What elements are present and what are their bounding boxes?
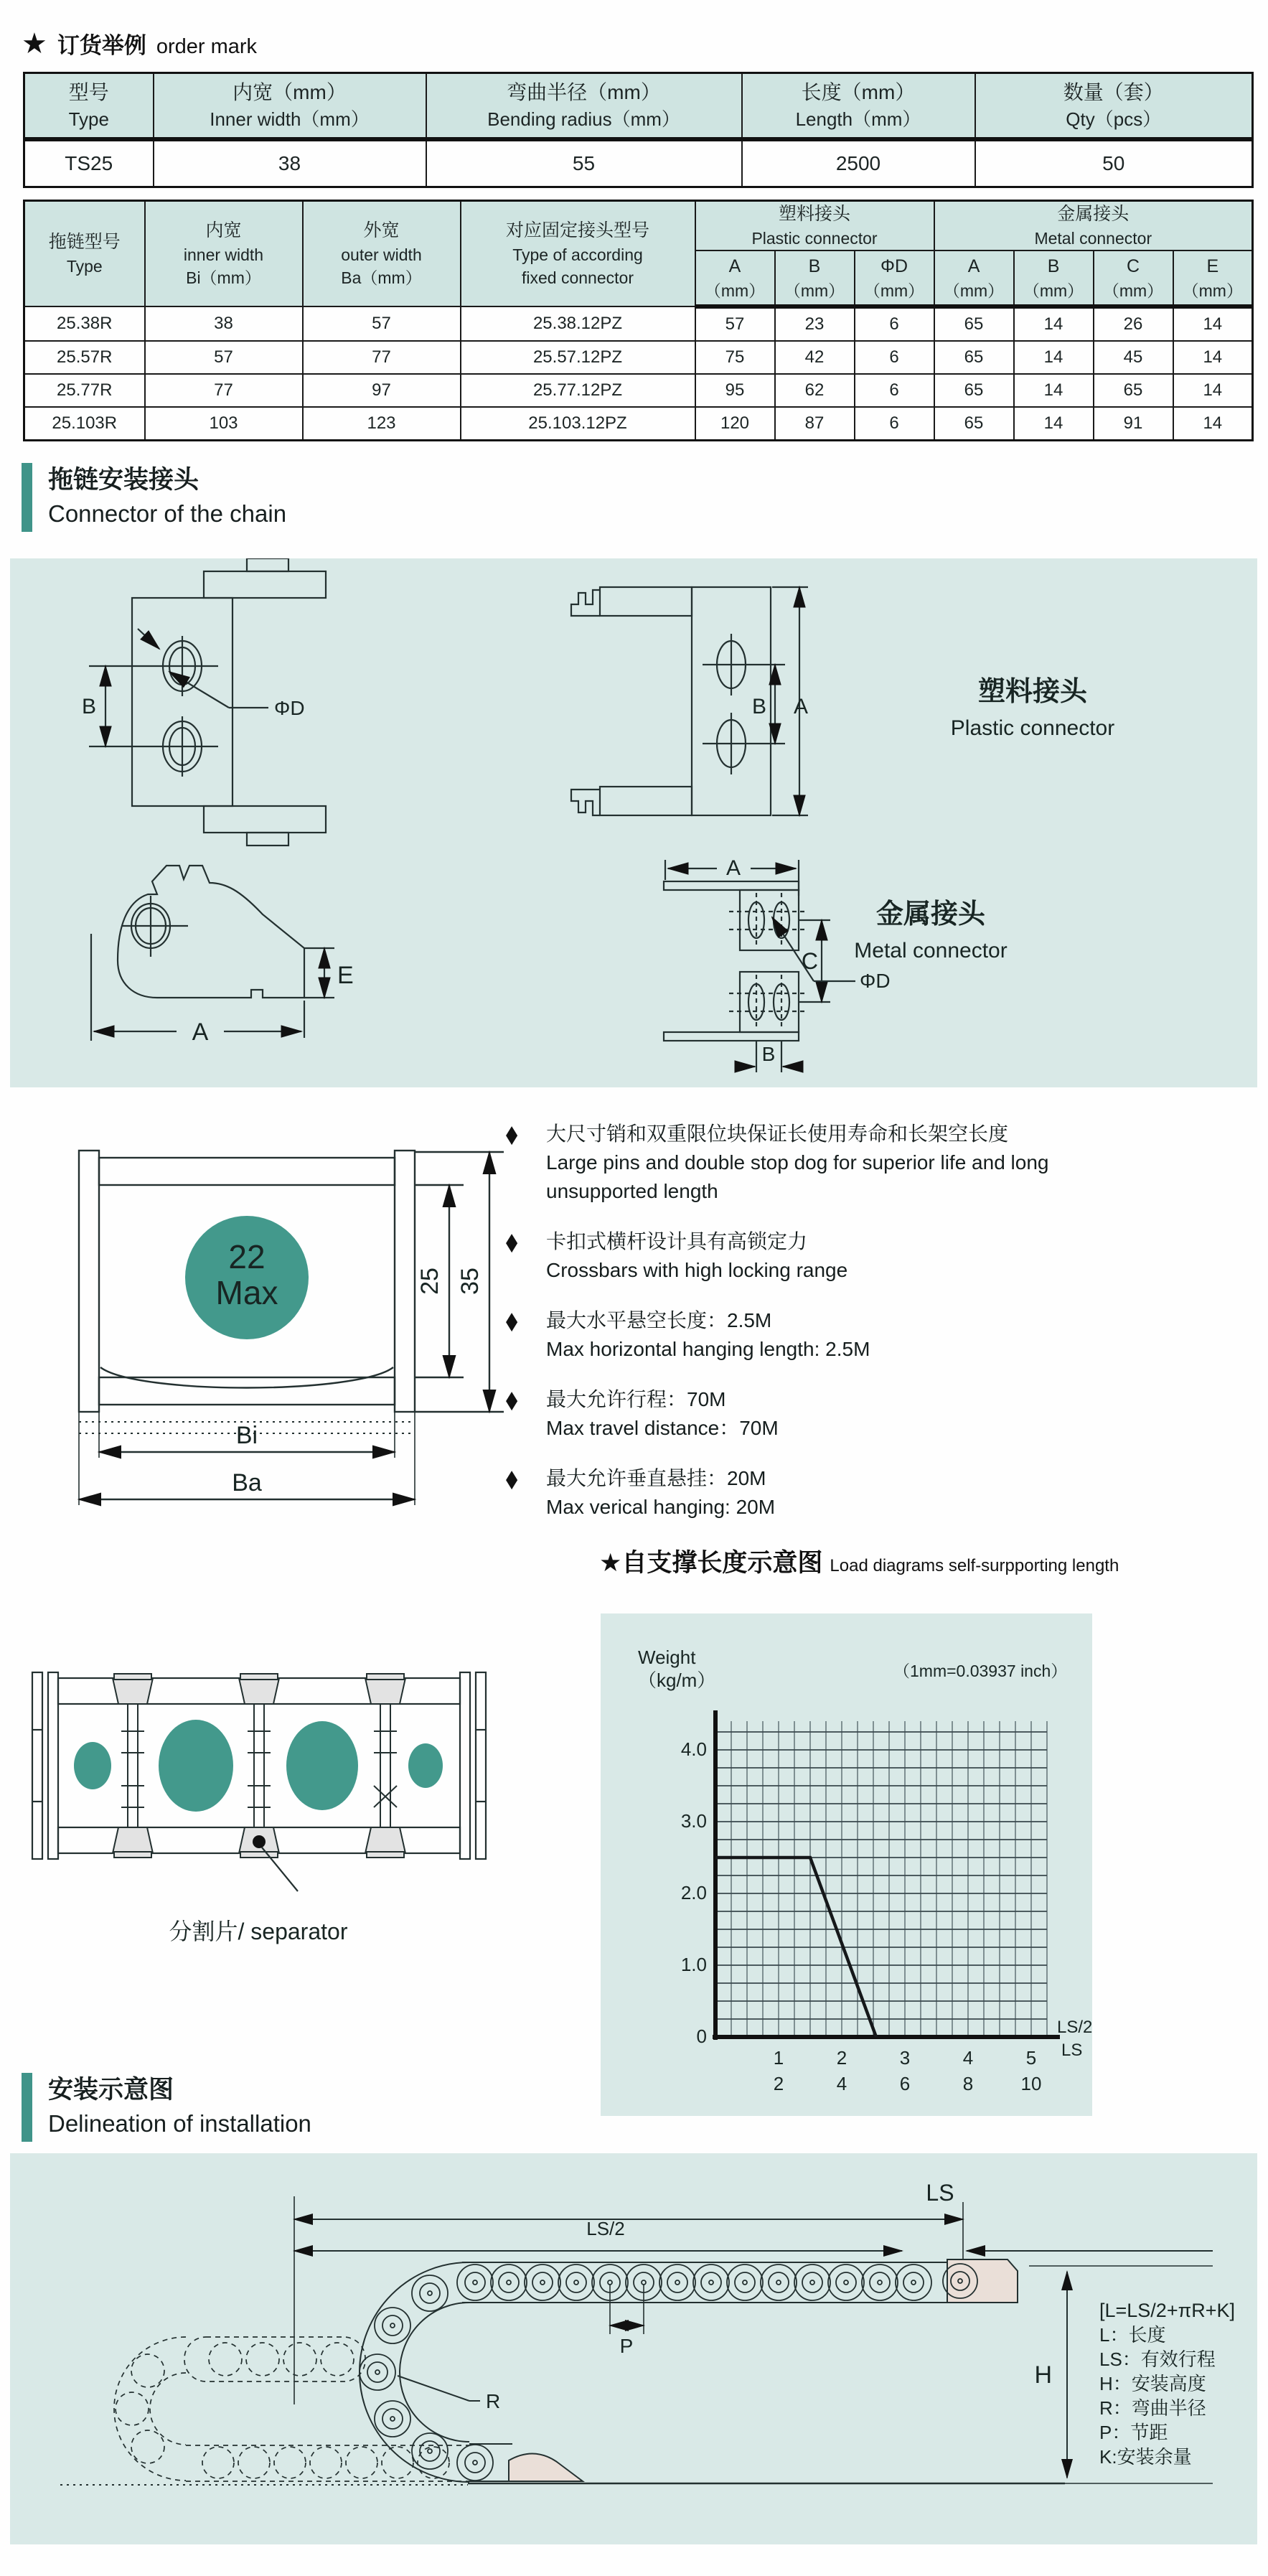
spec-sub-A-metal: A （mm） [934, 250, 1014, 306]
cell: 26 [1094, 306, 1173, 341]
cell: 75 [695, 341, 775, 374]
cell: 65 [1094, 374, 1173, 407]
feature-item: ◆ 最大允许行程：70M Max travel distance：70M [506, 1385, 1259, 1443]
cell: 6 [855, 407, 934, 441]
installation-diagram [10, 2153, 1257, 2544]
cell: 23 [775, 306, 855, 341]
order-length: 2500 [742, 139, 975, 187]
order-col-type: 型号 Type [24, 73, 154, 140]
connector-diagrams-panel [10, 558, 1257, 1087]
chain-cross-section [50, 1109, 524, 1514]
cell: 25.77R [24, 374, 145, 407]
order-inner-width: 38 [154, 139, 426, 187]
cell: 14 [1014, 374, 1094, 407]
plastic-connector-caption-en: Plastic connector [950, 716, 1115, 740]
cell: 65 [934, 374, 1014, 407]
cell: 25.38.12PZ [461, 306, 695, 341]
spec-sub-A-plastic: A （mm） [695, 250, 775, 306]
spec-row-25-77R [24, 374, 1253, 407]
y-tick: 3.0 [680, 1810, 707, 1832]
connector-title-zh: 拖链安装接头 [48, 466, 199, 494]
x-tick-ls2: 1 [773, 2047, 784, 2069]
load-diagram-title [599, 1543, 1119, 1579]
dim-Ba-label: Ba [232, 1469, 262, 1497]
legend-R: R：弯曲半径 [1099, 2397, 1206, 2419]
dim-35-label: 35 [456, 1268, 484, 1295]
cell: 25.103.12PZ [461, 407, 695, 441]
cell: 57 [145, 341, 303, 374]
connector-section-header [22, 463, 286, 532]
chain-bend [360, 2275, 493, 2481]
dim-C-label: C [801, 948, 818, 974]
dim-LS2-label: LS/2 [586, 2218, 625, 2239]
dim-phiD-label: ΦD [860, 970, 891, 992]
x-tick-ls: 2 [773, 2073, 784, 2094]
cell: 6 [855, 341, 934, 374]
order-col-length: 长度（mm） Length（mm） [742, 73, 975, 140]
dim-E-label: E [337, 962, 354, 989]
spec-col-outer: 外宽 outer width Ba（mm） [303, 201, 461, 307]
load-chart [601, 1613, 1092, 2116]
y-axis-label-1: Weight [638, 1647, 696, 1668]
diamond-bullet-icon: ◆ [506, 1120, 518, 1148]
installation-legend [1099, 2300, 1235, 2468]
cell: 87 [775, 407, 855, 441]
cell: 120 [695, 407, 775, 441]
order-qty: 50 [975, 139, 1253, 187]
cross-section-drawing [50, 1109, 524, 1511]
dim-B-label: B [761, 1043, 776, 1065]
chart-title-zh-with-star: ★自支撑长度示意图 [599, 1549, 823, 1577]
spec-sub-phiD: ΦD （mm） [855, 250, 934, 306]
cell: 45 [1094, 341, 1173, 374]
unit-conversion-note: （1mm=0.03937 inch） [893, 1662, 1068, 1680]
x-tick-ls2: 2 [836, 2047, 847, 2069]
x-tick-ls2: 4 [962, 2047, 974, 2069]
cell: 57 [303, 306, 461, 341]
order-col-bending-radius: 弯曲半径（mm） Bending radius（mm） [426, 73, 742, 140]
dim-B-label: B [751, 695, 766, 718]
diamond-bullet-icon: ◆ [506, 1228, 518, 1255]
spec-header-group-row [24, 201, 1253, 251]
spec-sub-B-plastic: B （mm） [775, 250, 855, 306]
cell: 25.77.12PZ [461, 374, 695, 407]
dim-25-label: 25 [416, 1268, 443, 1295]
x-tick-ls: 10 [1020, 2073, 1042, 2094]
legend-formula: [L=LS/2+πR+K] [1099, 2300, 1235, 2321]
badge-max-label: Max [215, 1274, 278, 1311]
star-icon: ★ [599, 1549, 622, 1577]
spec-col-fixed-connector: 对应固定接头型号 Type of according fixed connector [461, 201, 695, 307]
dim-A-label: A [725, 856, 741, 880]
section-accent-bar [22, 463, 32, 532]
cell: 25.57.12PZ [461, 341, 695, 374]
cell: 14 [1173, 374, 1253, 407]
legend-K: K:安装余量 [1099, 2446, 1192, 2468]
dim-P-label: P [619, 2335, 634, 2357]
legend-P: P：节距 [1099, 2422, 1168, 2443]
x-tick-ls: 6 [899, 2073, 911, 2094]
moving-end-bracket [943, 2259, 1018, 2303]
load-chart-panel [601, 1613, 1092, 2116]
installation-title-zh: 安装示意图 [48, 2076, 174, 2104]
spec-row-25-38R [24, 306, 1253, 341]
legend-H: H：安装高度 [1099, 2373, 1206, 2394]
feature-item: ◆ 卡扣式横杆设计具有高锁定力 Crossbars with high locking range [506, 1227, 1259, 1285]
cell: 14 [1014, 306, 1094, 341]
cell: 97 [303, 374, 461, 407]
spec-col-inner: 内宽 inner width Bi（mm） [145, 201, 303, 307]
metal-connector-profile-view [91, 866, 334, 1041]
dim-LS-label: LS [926, 2180, 954, 2206]
cell: 6 [855, 306, 934, 341]
order-bending-radius: 55 [426, 139, 742, 187]
cell: 65 [934, 341, 1014, 374]
cell: 14 [1014, 407, 1094, 441]
diamond-bullet-icon: ◆ [506, 1307, 518, 1334]
installation-title-en: Delineation of installation [48, 2110, 311, 2137]
dim-A-label: A [192, 1018, 209, 1046]
x-axis-label-ls2: LS/2 [1057, 2018, 1092, 2037]
legend-LS: LS：有效行程 [1099, 2348, 1216, 2370]
cell: 6 [855, 374, 934, 407]
cell: 62 [775, 374, 855, 407]
cable-large [159, 1720, 233, 1812]
y-tick: 0 [696, 2025, 707, 2047]
dim-phiD-label: ΦD [274, 697, 305, 719]
dim-H-label: H [1034, 2361, 1052, 2389]
dim-Bi-label: Bi [235, 1422, 258, 1449]
legend-L: L：长度 [1099, 2324, 1166, 2346]
diamond-bullet-icon: ◆ [506, 1465, 518, 1492]
x-tick-ls2: 3 [899, 2047, 911, 2069]
cell: 25.103R [24, 407, 145, 441]
separator-caption: 分割片/ separator [169, 1919, 348, 1944]
cell: 14 [1173, 306, 1253, 341]
order-table [23, 72, 1254, 188]
spec-sub-B-metal: B （mm） [1014, 250, 1094, 306]
cell: 77 [145, 374, 303, 407]
y-tick: 4.0 [680, 1738, 707, 1760]
feature-item: ◆ 大尺寸销和双重限位块保证长使用寿命和长架空长度 Large pins and double stop dog for superior life and long unsupported length [506, 1120, 1259, 1206]
spec-row-25-103R [24, 407, 1253, 441]
cell: 25.38R [24, 306, 145, 341]
dim-R-label: R [486, 2390, 501, 2412]
cell: 95 [695, 374, 775, 407]
cable-large [286, 1721, 358, 1810]
feature-bullets [506, 1120, 1259, 1543]
cell: 25.57R [24, 341, 145, 374]
metal-connector-caption-zh: 金属接头 [875, 899, 986, 929]
cable-small [74, 1742, 111, 1789]
lock-pin [253, 1835, 266, 1848]
order-mark-title [22, 27, 257, 60]
plastic-connector-caption-zh: 塑料接头 [977, 677, 1088, 707]
metal-connector-caption-en: Metal connector [854, 939, 1008, 963]
spec-group-plastic: 塑料接头 Plastic connector [695, 201, 934, 251]
order-table-header-row [24, 73, 1253, 140]
cell: 14 [1173, 341, 1253, 374]
spec-table [23, 200, 1254, 441]
cable-small [408, 1743, 443, 1788]
y-tick: 2.0 [680, 1882, 707, 1903]
feature-item: ◆ 最大水平悬空长度：2.5M Max horizontal hanging length: 2.5M [506, 1306, 1259, 1364]
badge-value: 22 [228, 1238, 266, 1275]
feature-item: ◆ 最大允许垂直悬挂：20M Max verical hanging: 20M [506, 1464, 1259, 1522]
order-table-row [24, 139, 1253, 187]
order-title-zh: 订货举例 [57, 33, 146, 58]
y-tick: 1.0 [680, 1954, 707, 1975]
section-accent-bar [22, 2073, 32, 2142]
order-col-qty: 数量（套） Qty（pcs） [975, 73, 1253, 140]
cell: 42 [775, 341, 855, 374]
spec-sub-E-metal: E （mm） [1173, 250, 1253, 306]
connector-diagrams [10, 558, 1257, 1087]
fixed-end-bracket [509, 2453, 583, 2481]
spec-group-metal: 金属接头 Metal connector [934, 201, 1253, 251]
cell: 77 [303, 341, 461, 374]
star-icon: ★ [22, 28, 47, 60]
spec-col-type: 拖链型号 Type [24, 201, 145, 307]
cell: 103 [145, 407, 303, 441]
cell: 57 [695, 306, 775, 341]
x-tick-ls: 8 [962, 2073, 974, 2094]
order-type: TS25 [24, 139, 154, 187]
separator-drawing [11, 1644, 506, 1952]
cell: 14 [1173, 407, 1253, 441]
cell: 65 [934, 306, 1014, 341]
connector-title-en: Connector of the chain [48, 500, 287, 527]
separator-figure [11, 1644, 506, 1956]
plastic-connector-side-view [571, 587, 808, 815]
cell: 91 [1094, 407, 1173, 441]
diamond-bullet-icon: ◆ [506, 1386, 518, 1413]
dim-A-label: A [794, 695, 809, 718]
y-axis-label-2: （kg/m） [638, 1669, 716, 1691]
metal-connector-plan-view [664, 860, 855, 1072]
spec-sub-C-metal: C （mm） [1094, 250, 1173, 306]
order-col-inner-width: 内宽（mm） Inner width（mm） [154, 73, 426, 140]
cell: 123 [303, 407, 461, 441]
cell: 65 [934, 407, 1014, 441]
order-title-en: order mark [156, 35, 258, 58]
chart-title-en: Load diagrams self-surpporting length [830, 1556, 1119, 1575]
cell: 14 [1014, 341, 1094, 374]
spec-row-25-57R [24, 341, 1253, 374]
x-tick-ls: 4 [836, 2073, 847, 2094]
dim-B-label: B [81, 695, 96, 718]
chain-phantom-position [114, 2337, 469, 2481]
chain-top-run [457, 2264, 931, 2300]
installation-panel [10, 2153, 1257, 2544]
x-axis-label-ls: LS [1061, 2041, 1083, 2060]
x-tick-ls2: 5 [1025, 2047, 1037, 2069]
cell: 38 [145, 306, 303, 341]
installation-section-header [22, 2073, 311, 2142]
